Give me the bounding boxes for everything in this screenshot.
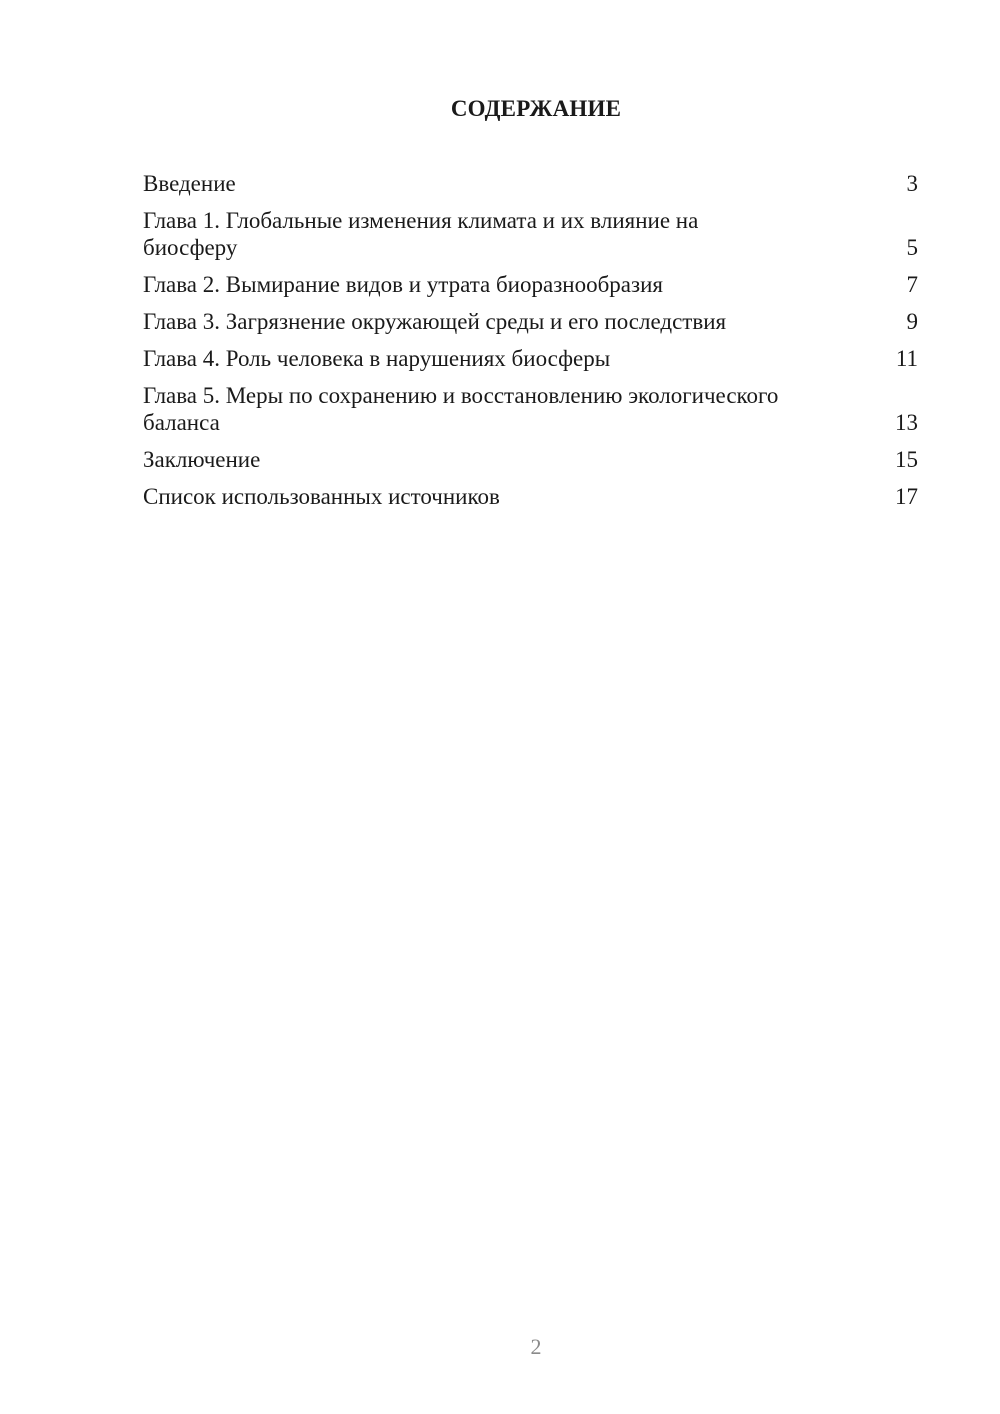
toc-entry-references — [143, 483, 918, 510]
page-title: СОДЕРЖАНИЕ — [450, 96, 622, 121]
toc-entry-page: 17 — [895, 484, 918, 509]
toc-entry-text: Глава 4. Роль человека в нарушениях биосферы — [143, 346, 611, 371]
toc-entry-text: Глава 5. Меры по сохранению и восстановлению экологического баланса — [143, 383, 779, 435]
toc-entry-text: Список использованных источников — [143, 484, 500, 509]
toc-entry-chapter-4 — [143, 345, 918, 372]
toc-entry-introduction — [143, 170, 918, 197]
toc-entry-page: 9 — [906, 309, 918, 334]
page-number: 2 — [530, 1334, 542, 1359]
toc-entry-page: 13 — [895, 410, 918, 435]
toc-entry-text: Глава 3. Загрязнение окружающей среды и его последствия — [143, 309, 727, 334]
toc-entry-chapter-3 — [143, 308, 918, 335]
toc-entry-page: 11 — [895, 346, 918, 371]
toc-entry-page: 3 — [906, 171, 918, 196]
toc-entry-chapter-5 — [143, 382, 918, 436]
toc-entry-text: Глава 2. Вымирание видов и утрата биоразнообразия — [143, 272, 663, 297]
table-of-contents — [143, 170, 918, 520]
toc-entry-conclusion — [143, 446, 918, 473]
toc-entry-chapter-1 — [143, 207, 918, 261]
toc-entry-page: 15 — [895, 447, 918, 472]
toc-entry-page: 5 — [906, 235, 918, 260]
toc-entry-text: Заключение — [143, 447, 261, 472]
toc-entry-text: Введение — [143, 171, 236, 196]
toc-entry-chapter-2 — [143, 271, 918, 298]
toc-entry-text: Глава 1. Глобальные изменения климата и их влияние на биосферу — [143, 208, 699, 260]
toc-entry-page: 7 — [906, 272, 918, 297]
